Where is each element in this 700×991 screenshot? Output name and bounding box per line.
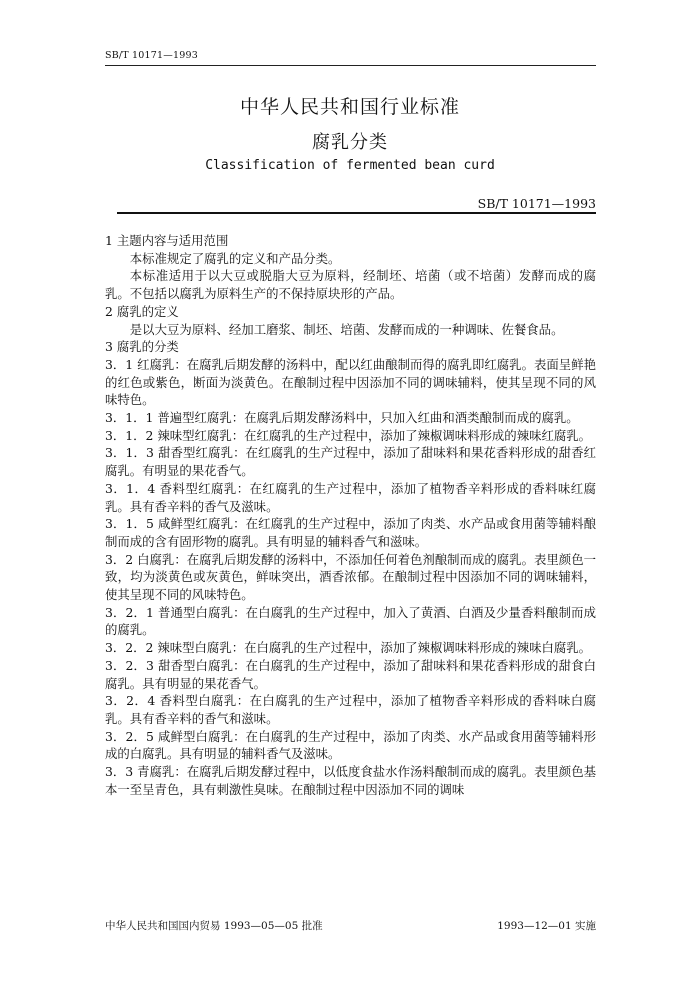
paragraph: 3．1．5 咸鲜型红腐乳：在红腐乳的生产过程中，添加了肉类、水产品或食用菌等辅料酿制而成的含有固形物的腐乳。具有明显的辅料香气和滋味。 (105, 516, 596, 549)
paragraph: 3．1．1 普遍型红腐乳：在腐乳后期发酵汤料中，只加入红曲和酒类酿制而成的腐乳。 (105, 410, 579, 426)
paragraph: 3．1．2 辣味型红腐乳：在红腐乳的生产过程中，添加了辣椒调味料形成的辣味红腐乳。 (105, 427, 592, 443)
english-subtitle: Classification of fermented bean curd (205, 158, 495, 173)
paragraph: 3．2．1 普通型白腐乳：在白腐乳的生产过程中，加入了黄酒、白酒及少量香料酿制而成的腐乳。 (105, 604, 596, 638)
paragraph: 3．2 白腐乳：在腐乳后期发酵的汤料中，不添加任何着色剂酿制而成的腐乳。表里颜色一致，均为淡黄色或灰黄色，鲜味突出，酒香浓郁。在酿制过程中因添加不同的调味辅料，使其呈现不同的风味特色。 (105, 551, 596, 603)
approval-note: 中华人民共和国国内贸易 1993—05—05 批准 (105, 920, 323, 932)
paragraph: 3．1．3 甜香型红腐乳：在红腐乳的生产过程中，添加了甜味料和果花香料形成的甜香红腐乳。有明显的果花香气。 (105, 445, 596, 479)
paragraph: 3．2．2 辣味型白腐乳：在白腐乳的生产过程中，添加了辣椒调味料形成的辣味白腐乳。 (105, 640, 592, 656)
paragraph: 本标准规定了腐乳的定义和产品分类。 (129, 250, 341, 266)
paragraph: 3．2．4 香料型白腐乳：在白腐乳的生产过程中，添加了植物香辛料形成的香料味白腐乳。具有香辛料的香气和滋味。 (105, 693, 596, 726)
paragraph: 是以大豆为原料、经加工磨浆、制坯、培菌、发酵而成的一种调味、佐餐食品。 (129, 321, 564, 337)
paragraph: 3 腐乳的分类 (105, 339, 179, 355)
paragraph: 3．1．4 香料型红腐乳：在红腐乳的生产过程中，添加了植物香辛料形成的香料味红腐乳。具有香辛料的香气及滋味。 (105, 480, 596, 514)
org-title: 中华人民共和国行业标准 (239, 96, 460, 118)
paragraph: 2 腐乳的定义 (105, 303, 179, 319)
implementation-date: 1993—12—01 实施 (497, 920, 596, 932)
paragraph: 3．1 红腐乳：在腐乳后期发酵的汤料中，配以红曲酿制而得的腐乳即红腐乳。表面呈鲜艳的红色或紫色，断面为淡黄色。在酿制过程中因添加不同的调味辅料，使其呈现不同的风味特色。 (105, 356, 596, 408)
paragraph: 3．2．5 咸鲜型白腐乳：在白腐乳的生产过程中，添加了肉类、水产品或食用菌等辅料形成的白腐乳。具有明显的辅料香气及滋味。 (105, 728, 596, 762)
title-rule (117, 212, 596, 214)
page-title: 腐乳分类 (312, 132, 388, 153)
paragraph: 3．2．3 甜香型白腐乳：在白腐乳的生产过程中，添加了甜味料和果花香料形成的甜食白腐乳。具有明显的果花香气。 (105, 657, 596, 691)
paragraph: 3．3 青腐乳：在腐乳后期发酵过程中，以低度食盐水作汤料酿制而成的腐乳。表里颜色基本一至呈青色，具有刺激性臭味。在酿制过程中因添加不同的调味 (105, 764, 596, 797)
running-head: SB/T 10171—1993 (105, 50, 198, 61)
header-rule (105, 65, 596, 66)
paragraph: 1 主题内容与适用范围 (105, 233, 229, 248)
document-number: SB/T 10171—1993 (477, 196, 596, 211)
paragraph: 本标准适用于以大豆或脱脂大豆为原料，经制坯、培菌（或不培菌）发酵而成的腐乳。不包括以腐乳为原料生产的不保持原块形的产品。 (105, 268, 596, 302)
document-body (105, 232, 596, 799)
